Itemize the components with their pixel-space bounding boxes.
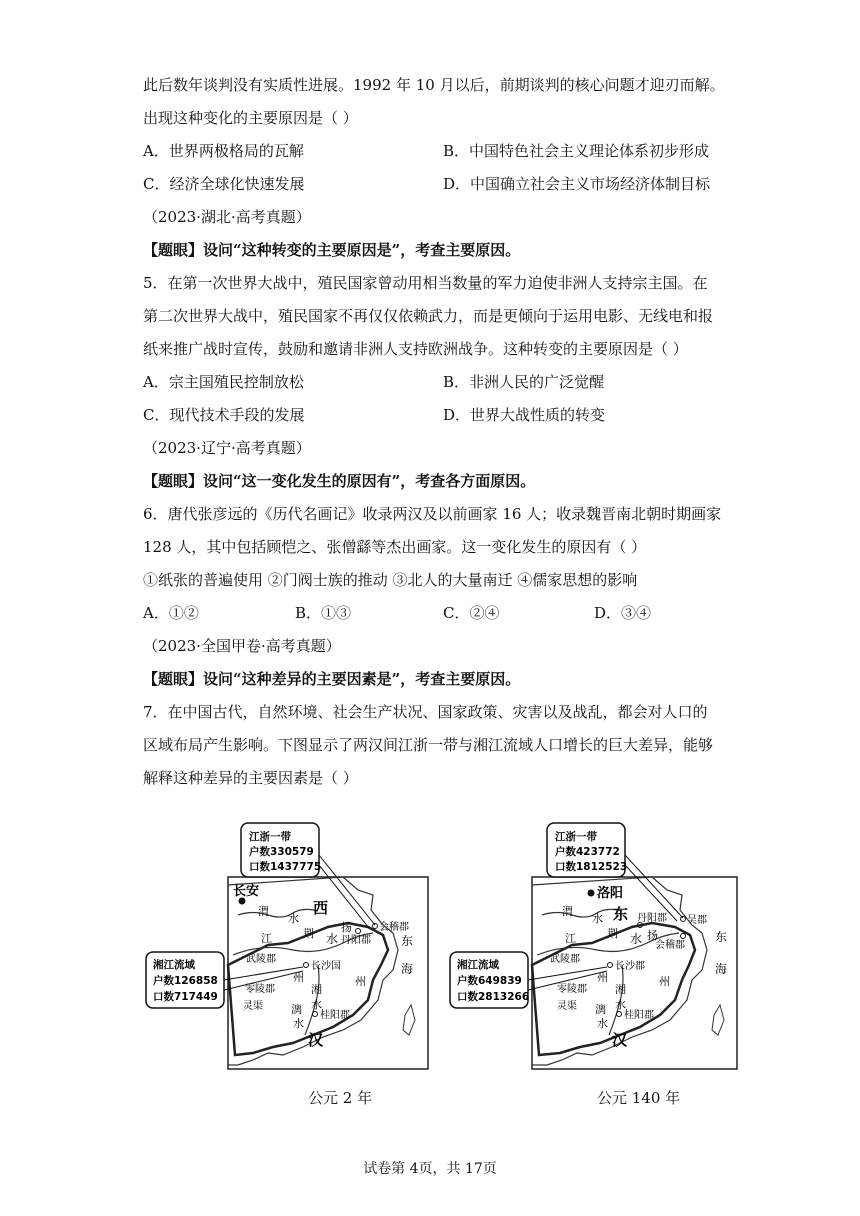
label-lingqu: 灵渠	[243, 1001, 263, 1012]
label-jing: 荆	[607, 927, 618, 940]
q5-stem-line-2: 第二次世界大战中，殖民国家不再仅仅依赖武力，而是更倾向于运用电影、无线电和报	[143, 307, 714, 325]
label-shui-2: 水	[326, 932, 339, 946]
label-dong: 东	[715, 930, 728, 944]
q5-option-d: D．世界大战性质的转变	[443, 406, 606, 424]
dynasty-label-2: 汉	[308, 1031, 324, 1049]
label-li-shui: 水	[293, 1017, 304, 1030]
map1-caption: 公元 2 年	[308, 1089, 373, 1107]
q7-stem-line-2: 区域布局产生影响。下图显示了两汉间江浙一带与湘江流域人口增长的巨大差异，能够	[143, 736, 714, 754]
label-kuaiji: 会稽郡	[655, 940, 685, 951]
capital-label: 长安	[233, 884, 260, 899]
danyang-marker	[356, 929, 361, 934]
dynasty-label-1: 东	[613, 905, 629, 923]
q6-option-d: D．③④	[594, 604, 652, 622]
label-xiang: 湘	[615, 983, 626, 996]
map-ad2	[143, 815, 433, 1085]
label-zhou-2: 州	[659, 975, 670, 988]
label-wu: 吴郡	[687, 915, 707, 926]
dynasty-label-1: 西	[313, 899, 329, 917]
jz-leader-line	[625, 855, 683, 918]
label-changsha: 长沙国	[311, 961, 341, 972]
xj-households: 户数126858	[153, 975, 218, 987]
q5-stem-line-1: 5．在第一次世界大战中，殖民国家曾动用相当数量的军力迫使非洲人支持宗主国。在	[143, 274, 708, 292]
label-li-shui: 水	[597, 1017, 608, 1030]
q6-stem-line-3: ①纸张的普遍使用 ②门阀士族的推动 ③北人的大量南迁 ④儒家思想的影响	[143, 571, 638, 589]
jz-population: 口数1812523	[555, 861, 628, 873]
q6-option-a: A．①②	[143, 604, 199, 622]
label-yang: 扬	[647, 929, 658, 942]
guiyang-marker	[617, 1012, 622, 1017]
capital-marker	[588, 890, 595, 897]
label-jing: 荆	[303, 927, 314, 940]
jz-households: 户数423772	[555, 846, 620, 858]
label-changsha: 长沙郡	[615, 961, 645, 972]
q6-source: （2023·辽宁·高考真题）	[143, 439, 311, 457]
label-xiang: 湘	[311, 983, 322, 996]
q4-stem-line-1: 此后数年谈判没有实质性进展。1992 年 10 月以后，前期谈判的核心问题才迎刃而解。	[143, 76, 725, 94]
label-xiang-shui: 水	[311, 998, 322, 1011]
q4-option-c: C．经济全球化快速发展	[143, 175, 305, 193]
label-kuaiji: 会稽郡	[379, 922, 409, 933]
xj-households: 户数649839	[457, 975, 522, 987]
label-hai: 海	[715, 962, 728, 976]
label-li: 漓	[291, 1003, 302, 1016]
guiyang-marker	[313, 1012, 318, 1017]
label-zhou-1: 州	[597, 971, 608, 984]
q5-stem-line-3: 纸来推广战时宣传，鼓励和邀请非洲人支持欧洲战争。这种转变的主要原因是（ ）	[143, 340, 688, 358]
label-zhou-1: 州	[293, 971, 304, 984]
xj-population: 口数2813266	[457, 991, 530, 1003]
label-wei: 渭	[258, 905, 269, 918]
q6-option-c: C．②④	[443, 604, 500, 622]
q6-tip: 【题眼】设问“这一变化发生的原因有”，考查各方面原因。	[143, 472, 536, 490]
changsha-marker	[304, 963, 309, 968]
label-guiyang: 桂阳郡	[624, 1010, 654, 1021]
q5-tip: 【题眼】设问“这种转变的主要原因是”，考查主要原因。	[143, 241, 521, 259]
label-wei: 渭	[562, 905, 573, 918]
q4-option-d: D．中国确立社会主义市场经济体制目标	[443, 175, 711, 193]
capital-label: 洛阳	[597, 886, 624, 901]
dynasty-label-2: 汉	[612, 1031, 628, 1049]
xj-title: 湘江流域	[153, 959, 195, 971]
label-wuling: 武陵郡	[246, 954, 276, 965]
wei-river	[542, 909, 622, 917]
jz-title: 江浙一带	[249, 831, 291, 843]
q6-stem-line-1: 6．唐代张彦远的《历代名画记》收录两汉及以前画家 16 人；收录魏晋南北朝时期画家	[143, 505, 722, 523]
label-lingling: 零陵郡	[557, 984, 587, 995]
label-danyang: 丹阳郡	[637, 913, 667, 924]
q7-stem-line-3: 解释这种差异的主要因素是（ ）	[143, 769, 358, 787]
xj-population: 口数717449	[153, 991, 218, 1003]
label-jiang: 江	[261, 932, 272, 945]
changsha-marker	[608, 963, 613, 968]
label-shui-2: 水	[630, 932, 643, 946]
q5-source: （2023·湖北·高考真题）	[143, 208, 311, 226]
q4-option-a: A．世界两极格局的瓦解	[143, 142, 304, 160]
taiwan-island	[403, 1005, 415, 1035]
wei-river	[238, 909, 318, 917]
map-ad140	[447, 815, 757, 1085]
label-hai: 海	[401, 962, 414, 976]
jz-households: 户数330579	[249, 846, 314, 858]
label-xiang-shui: 水	[615, 998, 626, 1011]
label-wuling: 武陵郡	[550, 954, 580, 965]
jz-title: 江浙一带	[555, 831, 597, 843]
q5-option-b: B．非洲人民的广泛觉醒	[443, 373, 605, 391]
page-footer: 试卷第 4页，共 17页	[363, 1161, 497, 1177]
label-yang: 扬	[341, 921, 352, 934]
q5-option-a: A．宗主国殖民控制放松	[143, 373, 304, 391]
label-lingling: 零陵郡	[245, 984, 275, 995]
label-lingqu: 灵渠	[557, 1001, 577, 1012]
q7-source: （2023·全国甲卷·高考真题）	[143, 637, 341, 655]
xj-title: 湘江流域	[457, 959, 499, 971]
q7-stem-line-1: 7．在中国古代，自然环境、社会生产状况、国家政策、灾害以及战乱，都会对人口的	[143, 703, 708, 721]
map2-caption: 公元 140 年	[597, 1089, 681, 1107]
label-danyang: 丹阳郡	[341, 935, 371, 946]
label-li: 漓	[595, 1003, 606, 1016]
q5-option-c: C．现代技术手段的发展	[143, 406, 305, 424]
jz-population: 口数1437775	[249, 861, 322, 873]
q4-stem-line-2: 出现这种变化的主要原因是（ ）	[143, 109, 358, 127]
label-shui-1: 水	[592, 912, 603, 925]
q4-option-b: B．中国特色社会主义理论体系初步形成	[443, 142, 710, 160]
label-shui-1: 水	[288, 912, 299, 925]
label-guiyang: 桂阳郡	[320, 1010, 350, 1021]
taiwan-island	[712, 1005, 724, 1035]
label-dong: 东	[401, 934, 414, 948]
label-zhou-2: 州	[355, 975, 366, 988]
q7-tip: 【题眼】设问“这种差异的主要因素是”，考查主要原因。	[143, 670, 521, 688]
q6-stem-line-2: 128 人，其中包括顾恺之、张僧繇等杰出画家。这一变化发生的原因有（ ）	[143, 538, 647, 556]
kuaiji-marker	[681, 934, 686, 939]
wu-marker	[681, 917, 686, 922]
label-jiang: 江	[565, 932, 576, 945]
q6-option-b: B．①③	[295, 604, 352, 622]
